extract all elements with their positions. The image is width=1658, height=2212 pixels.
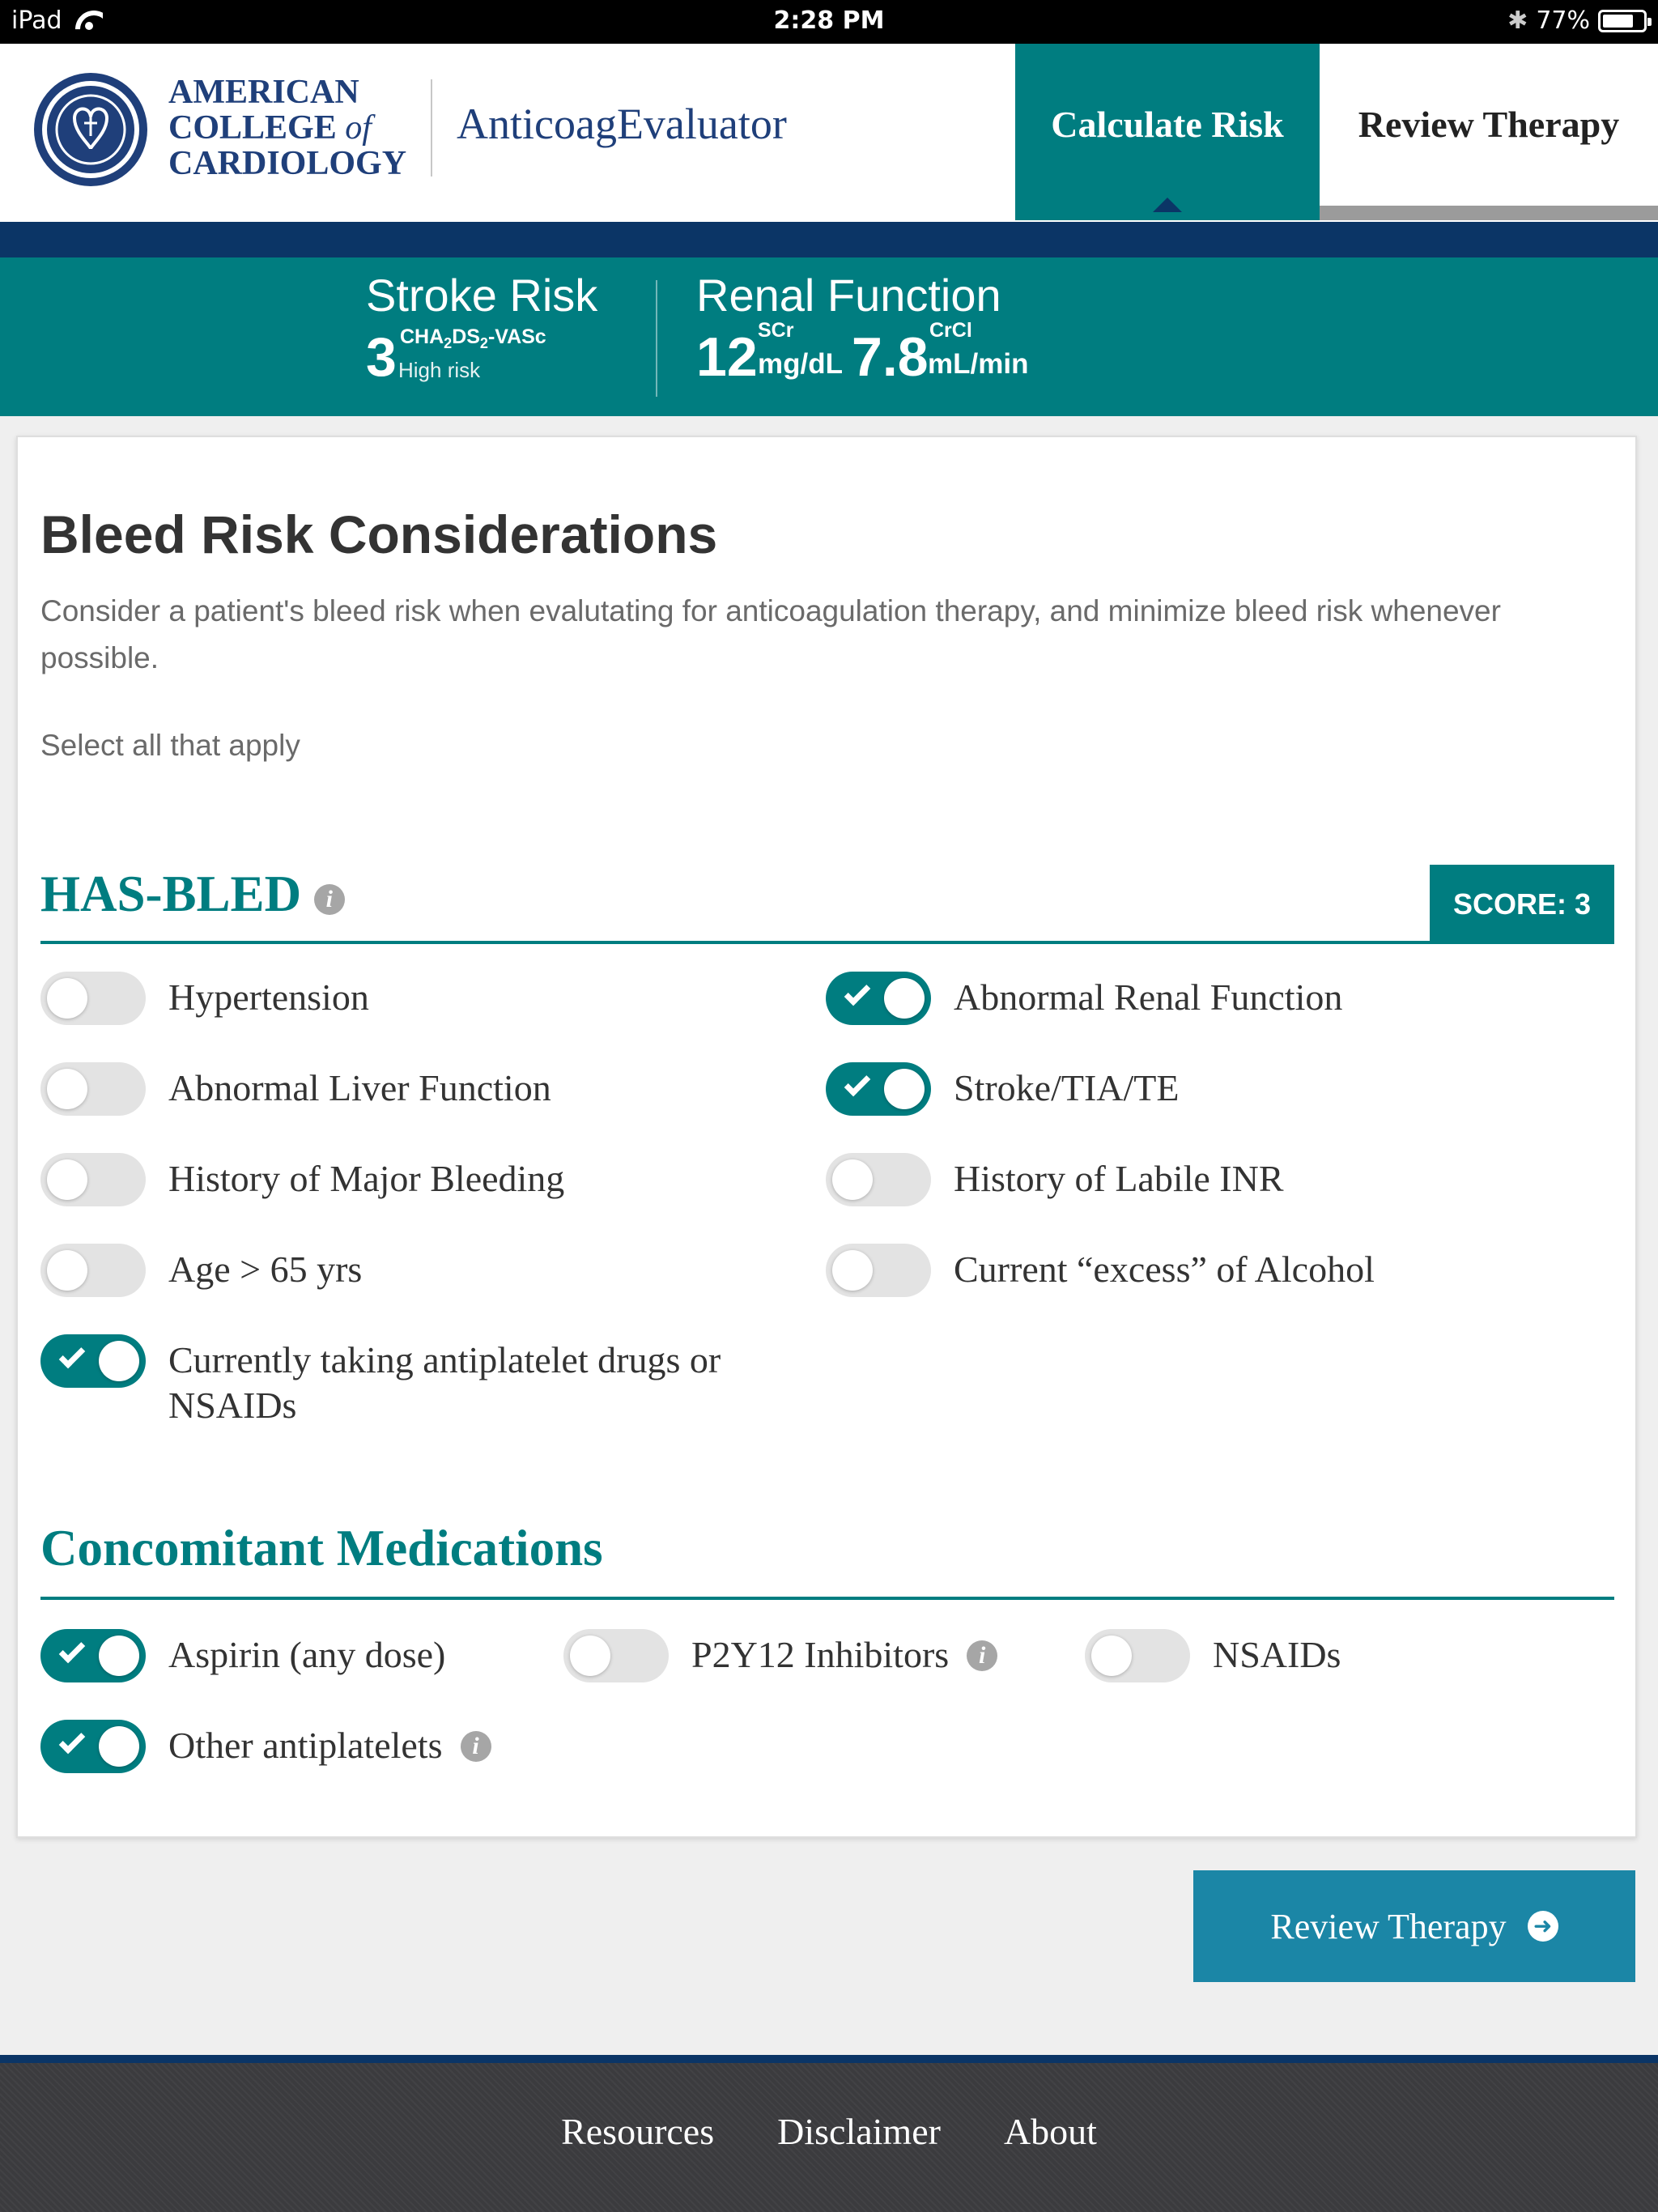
- option-current-excess-of-alcohol[interactable]: [826, 1244, 1375, 1297]
- org-line-1: AMERICAN: [168, 74, 359, 111]
- info-icon[interactable]: i: [967, 1640, 997, 1671]
- toggle-switch[interactable]: [826, 1153, 931, 1206]
- toggle-switch[interactable]: [826, 1062, 931, 1116]
- toggle-knob: [884, 978, 925, 1019]
- toggle-knob: [99, 1726, 139, 1767]
- scale-sub-2: 2: [479, 335, 488, 351]
- toggle-switch[interactable]: [40, 1629, 146, 1682]
- option-history-of-labile-inr[interactable]: [826, 1153, 1284, 1206]
- option-label: History of Major Bleeding: [168, 1158, 565, 1199]
- option-label: Aspirin (any dose): [168, 1634, 446, 1675]
- toggle-switch[interactable]: [40, 1062, 146, 1116]
- toggle-switch[interactable]: [40, 1334, 146, 1388]
- option-currently-taking-antiplatelet-drugs-or-nsaids[interactable]: [40, 1334, 832, 1428]
- header-band: [0, 222, 1658, 257]
- footer-link-about[interactable]: About: [1003, 2111, 1097, 2152]
- scale-part-c: -VASc: [487, 325, 546, 348]
- toggle-switch[interactable]: [40, 1720, 146, 1773]
- risk-summary-banner: [0, 257, 1658, 416]
- info-icon[interactable]: i: [314, 884, 345, 915]
- org-line-3: CARDIOLOGY: [168, 145, 407, 182]
- toggle-knob: [570, 1636, 610, 1676]
- battery-level: [1603, 15, 1633, 28]
- scr-value: 12: [696, 326, 758, 388]
- toggle-knob: [832, 1250, 873, 1291]
- battery-percent: 77%: [1536, 6, 1590, 35]
- toggle-knob: [47, 978, 87, 1019]
- review-therapy-button[interactable]: [1193, 1870, 1635, 1982]
- option-label: Currently taking antiplatelet drugs or NSAIDs: [168, 1339, 721, 1426]
- toggle-knob: [99, 1636, 139, 1676]
- device-name: iPad: [11, 6, 62, 35]
- toggle-switch[interactable]: [40, 1153, 146, 1206]
- toggle-knob: [1091, 1636, 1132, 1676]
- select-hint: Select all that apply: [40, 729, 300, 762]
- option-label: Current “excess” of Alcohol: [954, 1249, 1375, 1290]
- bluetooth-icon: ✱: [1507, 6, 1528, 35]
- card-description: Consider a patient's bleed risk when evalutating for anticoagulation therapy, and minimize bleed risk whenever possible.: [40, 594, 1501, 674]
- scale-sub-1: 2: [444, 335, 453, 351]
- option-history-of-major-bleeding[interactable]: [40, 1153, 564, 1206]
- checkmark-icon: [59, 1637, 86, 1664]
- option-abnormal-renal-function[interactable]: [826, 972, 1342, 1025]
- option-abnormal-liver-function[interactable]: [40, 1062, 551, 1116]
- toggle-knob: [47, 1069, 87, 1109]
- org-line-2b: of: [345, 109, 372, 147]
- toggle-switch[interactable]: [563, 1629, 669, 1682]
- stroke-risk-title: Stroke Risk: [366, 270, 598, 321]
- option-label: History of Labile INR: [954, 1158, 1284, 1199]
- footer: [0, 2063, 1658, 2212]
- org-line-2a: COLLEGE: [168, 109, 337, 147]
- hasbled-title-text: HAS-BLED: [40, 866, 302, 922]
- option-age-65-yrs[interactable]: [40, 1244, 362, 1297]
- bleed-risk-card: [16, 436, 1637, 1838]
- app-header: [0, 44, 1658, 222]
- option-hypertension[interactable]: [40, 972, 369, 1025]
- acc-wordmark: [168, 74, 406, 181]
- checkmark-icon: [59, 1728, 86, 1755]
- toggle-knob: [99, 1341, 139, 1381]
- info-icon[interactable]: i: [461, 1731, 491, 1762]
- option-label: NSAIDs: [1213, 1634, 1341, 1675]
- stroke-risk-level: High risk: [398, 358, 481, 382]
- scr-label: SCr: [758, 319, 794, 342]
- option-aspirin-any-dose[interactable]: [40, 1629, 445, 1682]
- checkmark-icon: [844, 1070, 871, 1097]
- footer-link-disclaimer[interactable]: Disclaimer: [777, 2111, 941, 2152]
- option-label: Hypertension: [168, 976, 369, 1018]
- footer-links: [0, 2110, 1658, 2153]
- hasbled-score-badge: SCORE: 3: [1430, 865, 1614, 944]
- option-label: P2Y12 Inhibitors: [691, 1634, 950, 1675]
- toggle-switch[interactable]: [826, 972, 931, 1025]
- stroke-scale-name: [400, 325, 546, 352]
- status-right: [1507, 6, 1647, 35]
- org-line-2: [168, 110, 406, 146]
- toggle-knob: [47, 1250, 87, 1291]
- option-nsaids[interactable]: [1085, 1629, 1341, 1682]
- crcl-label: CrCl: [929, 319, 972, 342]
- toggle-knob: [47, 1159, 87, 1200]
- tab-review-therapy[interactable]: Review Therapy: [1320, 44, 1658, 220]
- scale-part-b: DS: [452, 325, 480, 348]
- toggle-switch[interactable]: [826, 1244, 931, 1297]
- toggle-knob: [884, 1069, 925, 1109]
- option-p2y12-inhibitors[interactable]: [563, 1629, 997, 1682]
- crcl-value: 7.8: [852, 326, 929, 388]
- logo-divider: [431, 79, 432, 177]
- hasbled-divider: [40, 941, 1614, 944]
- hasbled-title: [40, 865, 345, 924]
- concomitant-divider: [40, 1597, 1614, 1600]
- footer-link-resources[interactable]: Resources: [561, 2111, 715, 2152]
- toggle-knob: [832, 1159, 873, 1200]
- arrow-right-circle-icon: ➜: [1528, 1911, 1558, 1942]
- option-stroke-tia-te[interactable]: [826, 1062, 1180, 1116]
- checkmark-icon: [844, 980, 871, 1006]
- acc-seal-logo: [32, 71, 149, 188]
- review-therapy-label: Review Therapy: [1270, 1906, 1507, 1946]
- option-other-antiplatelets[interactable]: [40, 1720, 491, 1773]
- toggle-switch[interactable]: [40, 972, 146, 1025]
- clock: 2:28 PM: [773, 6, 885, 35]
- option-label: Abnormal Liver Function: [168, 1067, 551, 1108]
- app-title: AnticoagEvaluator: [457, 100, 787, 148]
- scr-unit: mg/dL: [758, 348, 843, 380]
- option-label: Stroke/TIA/TE: [954, 1067, 1180, 1108]
- option-label: Abnormal Renal Function: [954, 976, 1343, 1018]
- concomitant-title: Concomitant Medications: [40, 1520, 603, 1576]
- option-label: Other antiplatelets: [168, 1725, 443, 1766]
- banner-divider: [656, 280, 657, 397]
- option-label: Age > 65 yrs: [168, 1249, 363, 1290]
- toggle-switch[interactable]: [1085, 1629, 1190, 1682]
- tab-calculate-risk[interactable]: Calculate Risk: [1015, 44, 1320, 220]
- scale-part-a: CHA: [400, 325, 444, 348]
- renal-function-title: Renal Function: [696, 270, 1001, 321]
- footer-band: [0, 2055, 1658, 2063]
- checkmark-icon: [59, 1342, 86, 1369]
- battery-icon: [1598, 10, 1647, 32]
- stroke-score: 3: [366, 326, 397, 388]
- toggle-switch[interactable]: [40, 1244, 146, 1297]
- card-title: Bleed Risk Considerations: [40, 504, 718, 564]
- crcl-unit: mL/min: [928, 348, 1029, 380]
- status-bar: [0, 0, 1658, 44]
